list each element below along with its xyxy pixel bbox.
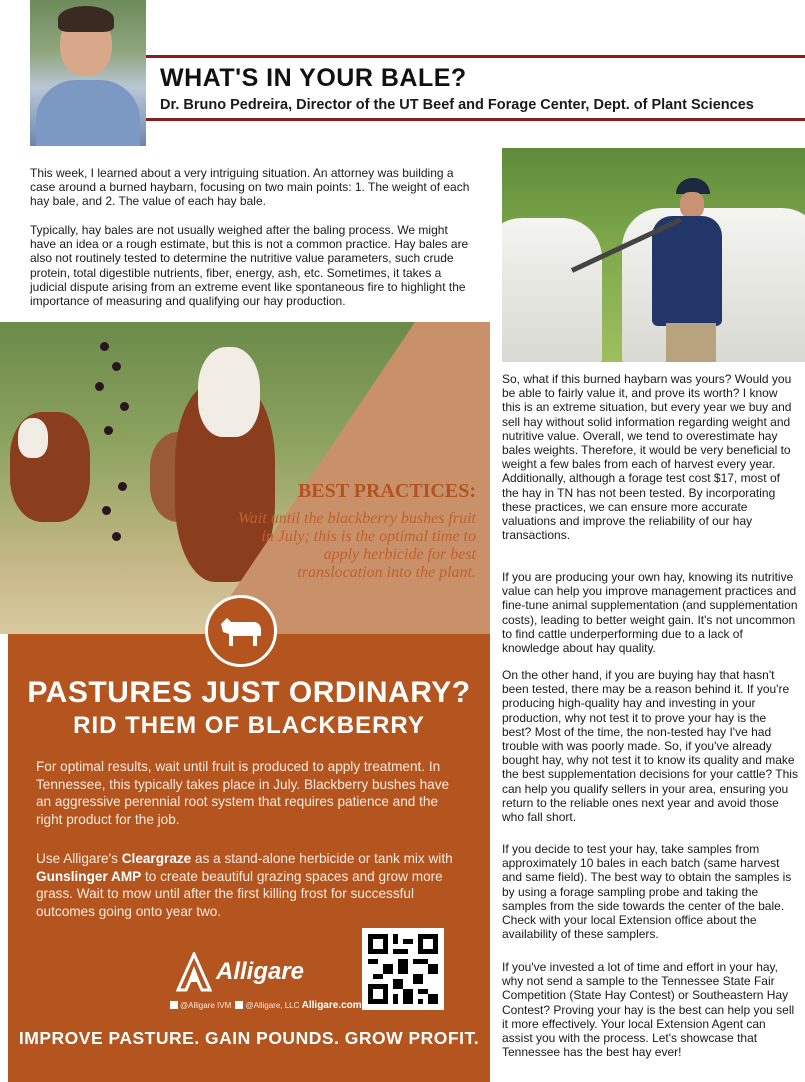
article-byline: Dr. Bruno Pedreira, Director of the UT Beef and Forage Center, Dept. of Plant Sciences [160, 97, 754, 113]
header-rule-top [146, 55, 805, 58]
facebook-icon [170, 1001, 178, 1009]
alligare-advertisement [8, 634, 490, 1082]
article-title: WHAT'S IN YOUR BALE? [160, 64, 467, 92]
intro-paragraph: This week, I learned about a very intriguing situation. An attorney was building a case around a burned haybarn, focusing on two main points: 1. The weight of each hay bale, and 2. The value of each hay bale. [30, 166, 470, 209]
ad-headline: PASTURES JUST ORDINARY? [27, 676, 471, 709]
product-gunslinger-amp: Gunslinger AMP [36, 868, 142, 884]
cattle-blackberry-photo [0, 322, 490, 634]
linkedin-icon [235, 1001, 243, 1009]
cow-icon [205, 595, 277, 667]
hay-sampling-photo [502, 148, 805, 362]
ad-footer-tagline: IMPROVE PASTURE. GAIN POUNDS. GROW PROFIT. [18, 1028, 480, 1048]
header-rule-bottom [146, 118, 805, 121]
article-paragraph: If you decide to test your hay, take samples from approximately 10 bales in each batch (same harvest and same field). The best way to obtain the samples is by using a forage sampling probe and taking the samples from the side towards the center of the bale. Check with your local Extension office about the availability of these samplers. [502, 842, 792, 942]
social-links [168, 1000, 362, 1011]
ad-paragraph: Use Alligare's Cleargraze as a stand-alone herbicide or tank mix with Gunslinger AMP to create beautiful grazing spaces and grow more grass. Wait to mow until after the first killing frost for successful outcomes going onto year two. [36, 851, 453, 919]
article-paragraph: If you've invested a lot of time and effort in your hay, why not send a sample to the Tennessee State Fair Competition (State Hay Contest) or Southeastern Hay Contest? Proving your hay is the best can help you sell it more effectively. Your local Extension Agent can assist you with the process. Let's showcase that Tennessee has the best hay ever! [502, 960, 795, 1060]
qr-code-icon [362, 928, 444, 1010]
alligare-logo-icon [176, 952, 212, 992]
article-paragraph: On the other hand, if you are buying hay that hasn't been tested, there may be a reason behind it. If you're producing high-quality hay and investing in your production, why not test it to prove your hay is the best? Most of the time, the non-tested hay I've had trouble with was poorly made. So, if you've already bought hay, why not test it to know its quality and make the best supplementation decisions for your cattle? This can help you qualify sellers in your area, ensuring you return to the reliable ones next year and avoid those who fall short. [502, 668, 798, 825]
article-paragraph: If you are producing your own hay, knowing its nutritive value can help you improve management practices and fine-tune animal supplementation (and supplementation costs), leading to better weight gain. It's not uncommon to find cattle underperforming due to a lack of knowledge about hay quality. [502, 570, 798, 656]
linkedin-handle: @Alligare, LLC [245, 1001, 300, 1010]
intro-paragraph: Typically, hay bales are not usually weighed after the baling process. We might have an idea or a rough estimate, but this is not a common practice. Hay bales are also not routinely tested to determine the nutritive value parameters, such crude protein, total digestible nutrients, fiber, energy, ash, etc. Sometimes, it takes a judicial dispute arising from an extreme event like spontaneous fire to highlight the importance of measuring and qualifying our hay production. [30, 223, 469, 309]
ad-paragraph: For optimal results, wait until fruit is produced to apply treatment. In Tennessee, this typically takes place in July. Blackberry bushes have an aggressive perennial root system that requires patience and the right product for the job. [36, 759, 450, 827]
product-cleargraze: Cleargraze [121, 851, 192, 866]
alligare-website: Alligare.com [301, 1000, 362, 1011]
alligare-logo: Alligare [176, 952, 336, 996]
author-photo [30, 0, 146, 146]
best-practices-title: BEST PRACTICES: [297, 480, 476, 502]
facebook-handle: @Alligare IVM [180, 1001, 232, 1010]
article-paragraph: So, what if this burned haybarn was yours? Would you be able to fairly value it, and prove its worth? I know this is an extreme situation, but every year we buy and sell hay without solid information regarding weight and nutritive value. Overall, we tend to overestimate hay bales weights. Therefore, it would be very beneficial to weight a few bales from each of harvest every year. Additionally, although a forage test cost $17, most of the hay in TN has not been tested. By incorporating these practices, we can ensure more accurate valuations and improve the reliability of our hay transactions. [502, 372, 792, 543]
best-practices-text: Wait until the blackberry bushes fruit in July; this is the optimal time to apply herbicide for best translocation into the plant. [237, 510, 476, 581]
ad-subheadline: RID THEM OF BLACKBERRY [73, 712, 425, 739]
